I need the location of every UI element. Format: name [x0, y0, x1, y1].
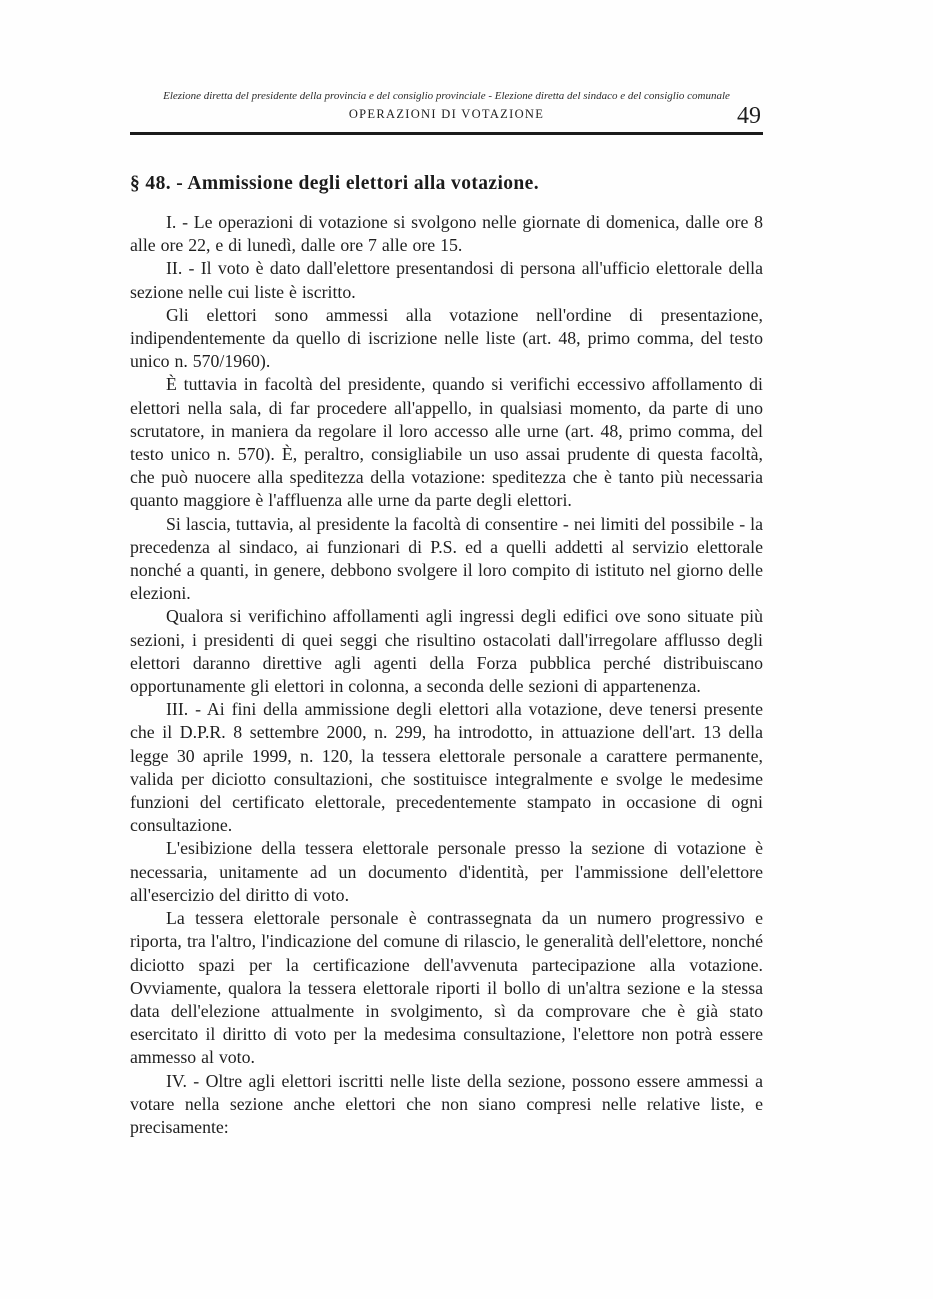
chapter-header: OPERAZIONI DI VOTAZIONE	[348, 107, 545, 121]
text-column	[130, 90, 763, 1139]
page-number: 49	[737, 103, 761, 129]
body-paragraph: È tuttavia in facoltà del presidente, quando si verifichi eccessivo affollamento di elettori nella sala, di far procedere all'appello, in qualsiasi momento, da parte di uno scrutatore, in maniera da regolare il loro accesso alle urne (art. 48, primo comma, del testo unico n. 570). È, peraltro, consigliabile un uso assai prudente di questa facoltà, che può nuocere alla speditezza della votazione: speditezza che è tanto più necessaria quanto maggiore è l'affluenza alle urne da parte degli elettori.	[130, 374, 763, 511]
body-paragraph: III. - Ai fini della ammissione degli elettori alla votazione, deve tenersi presente che il D.P.R. 8 settembre 2000, n. 299, ha introdotto, in attuazione dell'art. 13 della legge 30 aprile 1999, n. 120, la tessera elettorale personale a carattere permanente, valida per diciotto consultazioni, che sostituisce integralmente e svolge le medesime funzioni del certificato elettorale, precedentemente stampato in occasione di ogni consultazione.	[130, 699, 763, 836]
body-paragraph: La tessera elettorale personale è contrassegnata da un numero progressivo e riporta, tra l'altro, l'indicazione del comune di rilascio, le generalità dell'elettore, nonché diciotto spazi per la certificazione dell'avvenuta partecipazione alla votazione. Ovviamente, qualora la tessera elettorale riporti il bollo di un'altra sezione e la stessa data dell'elezione attualmente in svolgimento, sì da comprovare che è già stato esercitato il diritto di voto per la medesima consultazione, l'elettore non potrà essere ammesso al voto.	[130, 908, 763, 1068]
body-paragraph: Qualora si verifichino affollamenti agli ingressi degli edifici ove sono situate più sezioni, i presidenti di quei seggi che risultino ostacolati dall'irregolare afflusso degli elettori daranno direttive agli agenti della Forza pubblica perché distribuiscano opportunamente gli elettori in colonna, a seconda delle sezioni di appartenenza.	[130, 606, 763, 697]
body-paragraph: IV. - Oltre agli elettori iscritti nelle liste della sezione, possono essere ammessi a votare nella sezione anche elettori che non siano compresi nelle relative liste, e precisamente:	[130, 1070, 763, 1137]
body-paragraph: II. - Il voto è dato dall'elettore presentandosi di persona all'ufficio elettorale della sezione nelle cui liste è iscritto.	[130, 258, 763, 302]
header-rule	[130, 132, 763, 135]
section-heading: § 48. - Ammissione degli elettori alla votazione.	[130, 173, 539, 194]
body-text	[130, 211, 763, 1139]
body-paragraph: Gli elettori sono ammessi alla votazione nell'ordine di presentazione, indipendentemente da quello di iscrizione nelle liste (art. 48, primo comma, del testo unico n. 570/1960).	[130, 304, 763, 372]
running-title: Elezione diretta del presidente della provincia e del consiglio provinciale - Elezione diretta del sindaco e del consiglio comunale	[163, 90, 730, 102]
body-paragraph: Si lascia, tuttavia, al presidente la facoltà di consentire - nei limiti del possibile - la precedenza al sindaco, ai funzionari di P.S. ed a quelli addetti al servizio elettorale nonché a quanti, in genere, debbono svolgere il loro compito di istituto nel giorno delle elezioni.	[130, 513, 763, 604]
body-paragraph: I. - Le operazioni di votazione si svolgono nelle giornate di domenica, dalle ore 8 alle ore 22, e di lunedì, dalle ore 7 alle ore 15.	[130, 212, 763, 256]
body-paragraph: L'esibizione della tessera elettorale personale presso la sezione di votazione è necessaria, unitamente ad un documento d'identità, per l'ammissione dell'elettore all'esercizio del diritto di voto.	[130, 838, 763, 905]
